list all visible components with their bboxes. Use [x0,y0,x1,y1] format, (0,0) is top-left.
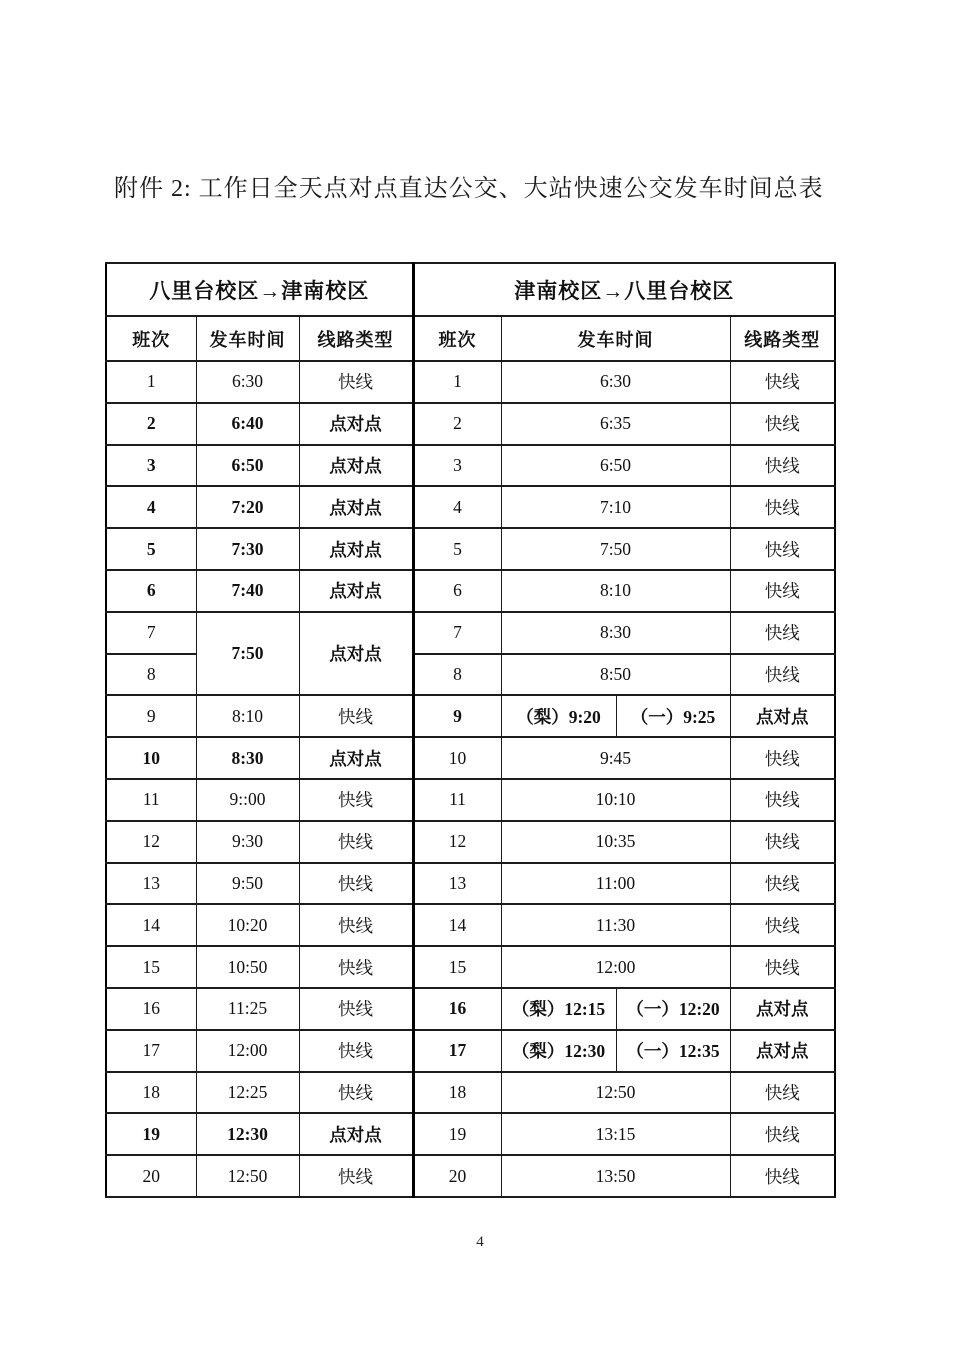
table-cell: 18 [413,1072,501,1114]
table-cell: 9:30 [196,821,299,863]
table-row [106,361,835,403]
table-cell: 点对点 [299,737,413,779]
table-cell: 10:35 [501,821,730,863]
table-row [106,612,835,654]
table-cell: 20 [106,1155,196,1197]
table-cell: 点对点 [299,445,413,487]
table-cell: 快线 [299,695,413,737]
table-cell: 6 [106,570,196,612]
table-cell: 10:50 [196,946,299,988]
table-cell: 16 [106,988,196,1030]
table-cell: 6:50 [196,445,299,487]
table-cell: 快线 [730,445,835,487]
table-cell: 快线 [299,863,413,905]
table-cell: 13 [413,863,501,905]
table-cell: 3 [413,445,501,487]
table-cell: 点对点 [730,1030,835,1072]
table-cell: 快线 [299,361,413,403]
schedule-table-body [106,361,835,1197]
table-cell: 快线 [730,1155,835,1197]
table-cell: 4 [106,486,196,528]
column-header-row [106,316,835,361]
table-cell: 快线 [299,1155,413,1197]
table-cell: 6:30 [196,361,299,403]
table-row [106,1030,835,1072]
table-cell: 1 [413,361,501,403]
table-cell: 点对点 [299,486,413,528]
table-row [106,821,835,863]
table-cell: 6:40 [196,403,299,445]
table-cell: 11 [413,779,501,821]
table-row [106,403,835,445]
table-cell: 7:40 [196,570,299,612]
table-cell: （梨）12:30 [501,1030,616,1072]
table-row [106,695,835,737]
table-cell: 3 [106,445,196,487]
table-cell: 14 [413,904,501,946]
table-cell: 10:20 [196,904,299,946]
table-cell: 2 [106,403,196,445]
table-cell: 快线 [730,570,835,612]
bus-schedule-table [105,262,836,1198]
table-cell: 13:15 [501,1113,730,1155]
table-cell: 5 [413,528,501,570]
col-header-trip-right: 班次 [413,316,501,361]
table-cell: （一）12:20 [616,988,730,1030]
table-cell: 7 [106,612,196,654]
table-row [106,946,835,988]
table-cell: 10 [106,737,196,779]
table-cell: 点对点 [299,528,413,570]
table-cell: 快线 [299,904,413,946]
table-cell: 15 [106,946,196,988]
table-cell: 点对点 [299,612,413,696]
direction-header-row [106,263,835,316]
table-cell: 11 [106,779,196,821]
table-row [106,570,835,612]
table-cell: 7 [413,612,501,654]
table-cell: 快线 [730,1072,835,1114]
table-cell: 15 [413,946,501,988]
table-cell: 7:50 [501,528,730,570]
table-cell: 11:30 [501,904,730,946]
table-cell: （梨）12:15 [501,988,616,1030]
table-cell: 快线 [299,946,413,988]
table-cell: 快线 [730,904,835,946]
table-cell: 2 [413,403,501,445]
table-cell: 20 [413,1155,501,1197]
table-cell: 7:20 [196,486,299,528]
table-cell: 10:10 [501,779,730,821]
table-cell: 快线 [299,779,413,821]
table-cell: 12 [106,821,196,863]
table-cell: 8 [106,654,196,696]
table-cell: 快线 [299,1072,413,1114]
table-cell: （一）9:25 [616,695,730,737]
table-cell: 快线 [730,779,835,821]
table-row [106,863,835,905]
table-cell: 14 [106,904,196,946]
col-header-type-left: 线路类型 [299,316,413,361]
col-header-trip-left: 班次 [106,316,196,361]
table-cell: 9:45 [501,737,730,779]
table-cell: 快线 [299,821,413,863]
table-cell: 快线 [730,821,835,863]
table-cell: 6:35 [501,403,730,445]
table-cell: 4 [413,486,501,528]
table-cell: 16 [413,988,501,1030]
table-cell: 13:50 [501,1155,730,1197]
table-cell: 6:30 [501,361,730,403]
table-cell: 8:50 [501,654,730,696]
col-header-time-right: 发车时间 [501,316,730,361]
table-cell: 12:00 [501,946,730,988]
table-cell: 12:30 [196,1113,299,1155]
table-cell: 快线 [299,988,413,1030]
page-title: 附件 2: 工作日全天点对点直达公交、大站快速公交发车时间总表 [114,176,824,202]
table-cell: 12:25 [196,1072,299,1114]
table-cell: 快线 [730,863,835,905]
table-cell: 7:10 [501,486,730,528]
table-row [106,779,835,821]
table-cell: 13 [106,863,196,905]
table-cell: 点对点 [299,1113,413,1155]
table-cell: 7:50 [196,612,299,696]
table-cell: 19 [413,1113,501,1155]
page-number: 4 [476,1234,484,1250]
table-cell: 点对点 [299,570,413,612]
table-row [106,737,835,779]
table-cell: 8:10 [501,570,730,612]
table-row [106,1155,835,1197]
table-cell: 12:00 [196,1030,299,1072]
table-cell: 快线 [730,528,835,570]
table-cell: 快线 [730,737,835,779]
table-cell: 10 [413,737,501,779]
table-cell: 9:50 [196,863,299,905]
table-cell: 5 [106,528,196,570]
table-cell: 6 [413,570,501,612]
table-cell: 17 [413,1030,501,1072]
table-row [106,904,835,946]
table-cell: 6:50 [501,445,730,487]
table-row [106,988,835,1030]
table-cell: 8:30 [501,612,730,654]
table-cell: 快线 [730,486,835,528]
table-cell: 19 [106,1113,196,1155]
table-cell: 8 [413,654,501,696]
table-cell: 12 [413,821,501,863]
table-row [106,445,835,487]
table-row [106,1072,835,1114]
table-cell: 12:50 [196,1155,299,1197]
table-cell: 1 [106,361,196,403]
table-cell: 快线 [730,946,835,988]
table-cell: 9::00 [196,779,299,821]
table-cell: 点对点 [730,988,835,1030]
table-cell: 8:10 [196,695,299,737]
table-cell: 7:30 [196,528,299,570]
table-cell: 点对点 [730,695,835,737]
table-cell: 快线 [730,403,835,445]
table-cell: 12:50 [501,1072,730,1114]
table-cell: 快线 [730,612,835,654]
table-cell: 17 [106,1030,196,1072]
table-row [106,486,835,528]
header-left-direction: 八里台校区→津南校区 [106,263,413,316]
col-header-type-right: 线路类型 [730,316,835,361]
table-cell: 11:25 [196,988,299,1030]
table-cell: 9 [106,695,196,737]
table-cell: 18 [106,1072,196,1114]
table-cell: 8:30 [196,737,299,779]
col-header-time-left: 发车时间 [196,316,299,361]
table-cell: 11:00 [501,863,730,905]
table-cell: 点对点 [299,403,413,445]
table-cell: 快线 [730,654,835,696]
table-cell: 快线 [730,1113,835,1155]
table-row [106,528,835,570]
table-row [106,1113,835,1155]
table-cell: 9 [413,695,501,737]
header-right-direction: 津南校区→八里台校区 [413,263,835,316]
table-cell: 快线 [299,1030,413,1072]
table-cell: 快线 [730,361,835,403]
table-cell: （一）12:35 [616,1030,730,1072]
table-cell: （梨）9:20 [501,695,616,737]
